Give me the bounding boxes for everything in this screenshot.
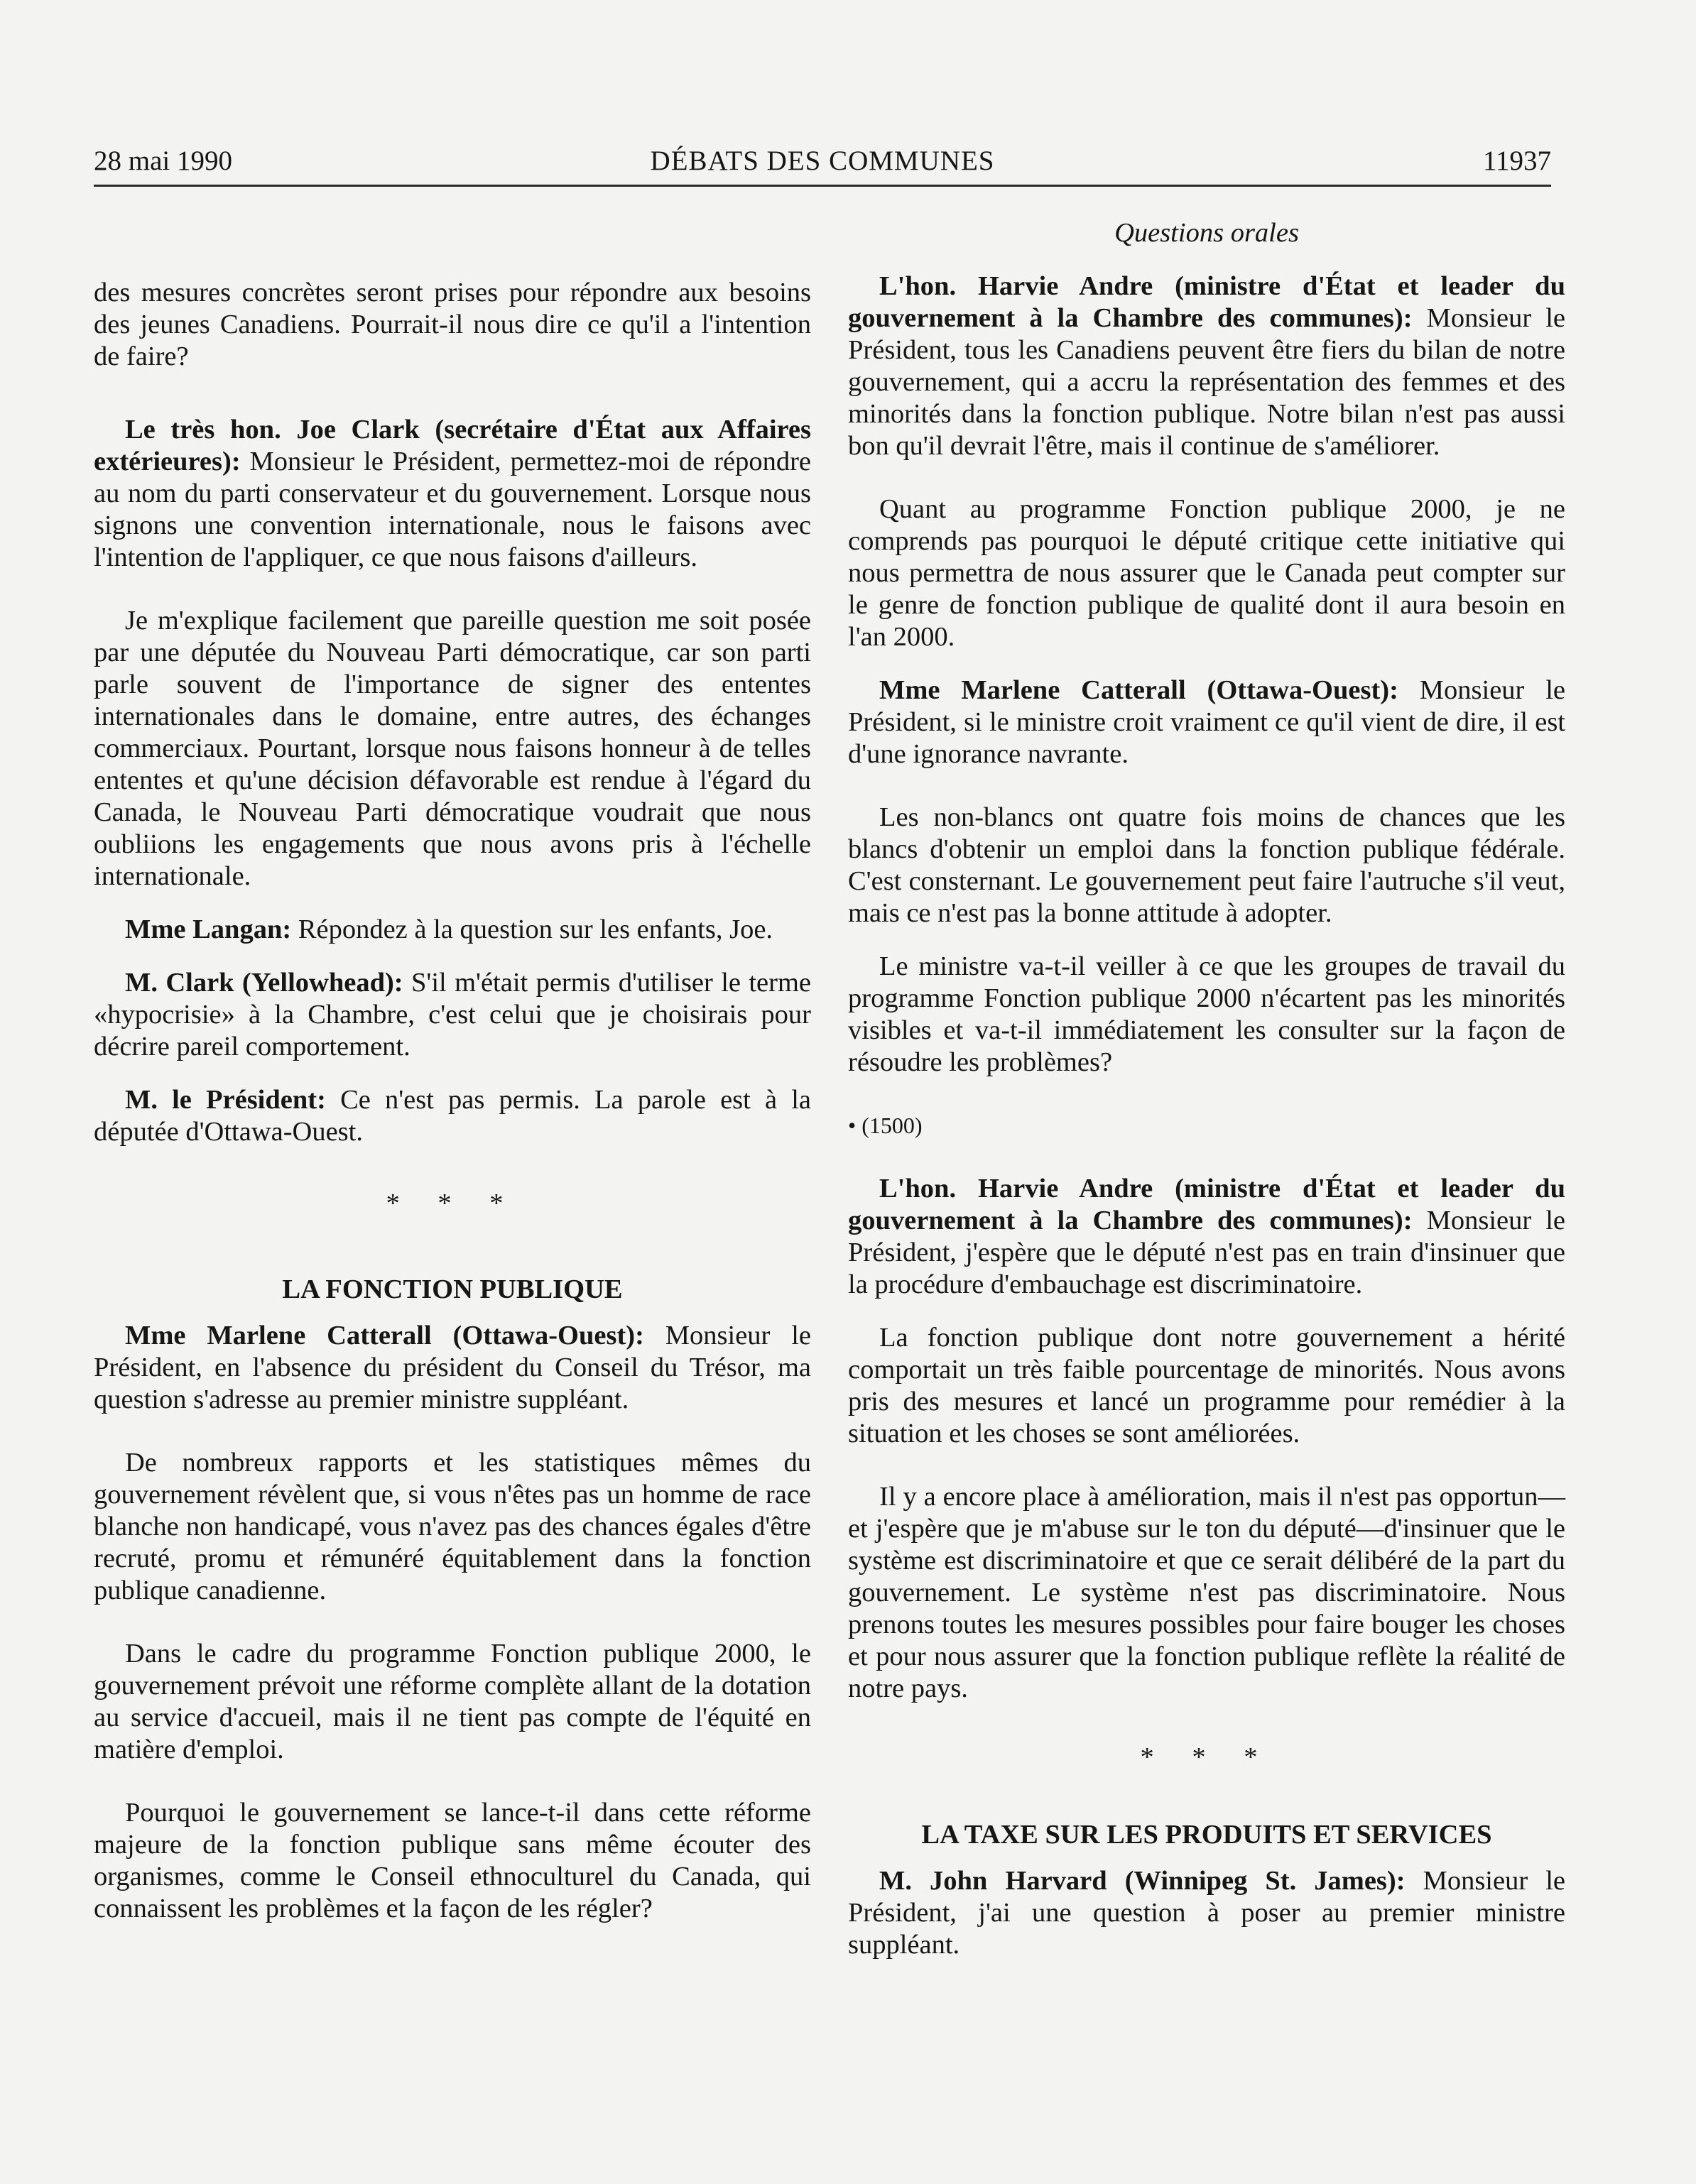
header-date: 28 mai 1990 bbox=[94, 146, 232, 176]
paragraph bbox=[94, 967, 811, 1063]
speaker-name: M. le Président: bbox=[125, 1085, 326, 1115]
section-label: Questions orales bbox=[1114, 218, 1299, 248]
speaker-name: M. John Harvard (Winnipeg St. James): bbox=[879, 1866, 1406, 1896]
section-heading: LA TAXE SUR LES PRODUITS ET SERVICES bbox=[921, 1820, 1492, 1850]
paragraph: Le ministre va-t-il veiller à ce que les groupes de travail du programme Fonction publique 2000 n'écartent pas les minorités visibles et va-t-il immédiatement les consulter sur la façon de résoudre les problèmes? bbox=[848, 951, 1565, 1077]
speaker-name: L'hon. Harvie Andre (ministre d'État et leader du gouvernement à la Chambre des communes): bbox=[848, 271, 1565, 333]
header-page-number: 11937 bbox=[1482, 146, 1551, 176]
paragraph: Quant au programme Fonction publique 2000, je ne comprends pas pourquoi le député critique cette initiative qui nous permettra de nous assurer que le Canada peut compter sur le genre de fonction publique de qualité dont il aura besoin en l'an 2000. bbox=[848, 494, 1565, 652]
speaker-name: L'hon. Harvie Andre (ministre d'État et leader du gouvernement à la Chambre des communes): bbox=[848, 1174, 1565, 1235]
section-separator: * * * bbox=[386, 1189, 519, 1218]
left-column bbox=[94, 213, 811, 1925]
section-separator: * * * bbox=[1140, 1742, 1273, 1772]
paragraph bbox=[94, 914, 811, 946]
speaker-name: Mme Marlene Catterall (Ottawa-Ouest): bbox=[879, 675, 1398, 705]
paragraph bbox=[848, 1173, 1565, 1301]
speech-text: Monsieur le Président, j'espère que le député n'est pas en train d'insinuer que la procédure d'embauchage est discriminatoire. bbox=[848, 1206, 1565, 1299]
header-title: DÉBATS DES COMMUNES bbox=[650, 146, 995, 176]
speech-text: Répondez à la question sur les enfants, Joe. bbox=[291, 914, 773, 944]
paragraph bbox=[848, 271, 1565, 462]
paragraph: La fonction publique dont notre gouvernement a hérité comportait un très faible pourcentage de minorités. Nous avons pris des mesures et lancé un programme pour remédier à la situation et les choses se sont améliorées. bbox=[848, 1323, 1565, 1448]
paragraph: Je m'explique facilement que pareille question me soit posée par une députée du Nouveau Parti démocratique, car son parti parle souvent de l'importance de signer des ententes internationales dans le domaine, entre autres, des échanges commerciaux. Pourtant, lorsque nous faisons honneur à de telles ententes et qu'une décision défavorable est rendue à l'égard du Canada, le Nouveau Parti démocratique voudrait que nous oubliions les engagements que nous avons pris à l'échelle internationale. bbox=[94, 606, 811, 891]
paragraph: Dans le cadre du programme Fonction publique 2000, le gouvernement prévoit une réforme complète allant de la dotation au service d'accueil, mais il ne tient pas compte de l'équité en matière d'emploi. bbox=[94, 1639, 811, 1764]
right-column bbox=[848, 213, 1565, 1961]
speaker-name: Mme Langan: bbox=[125, 914, 292, 944]
paragraph bbox=[848, 1865, 1565, 1961]
speech-text: Monsieur le Président, permettez-moi de répondre au nom du parti conservateur et du gouvernement. Lorsque nous signons une convention internationale, nous le faisons avec l'intention de l'appliquer, ce que nous faisons d'ailleurs. bbox=[94, 447, 811, 572]
speech-text: Monsieur le Président, si le ministre croit vraiment ce qu'il vient de dire, il est d'une ignorance navrante. bbox=[848, 675, 1566, 769]
speaker-name: Mme Marlene Catterall (Ottawa-Ouest): bbox=[125, 1321, 644, 1350]
paragraph: des mesures concrètes seront prises pour répondre aux besoins des jeunes Canadiens. Pourrait-il nous dire ce qu'il a l'intention de faire? bbox=[94, 278, 811, 371]
section-heading: LA FONCTION PUBLIQUE bbox=[282, 1274, 623, 1304]
paragraph bbox=[94, 1320, 811, 1416]
speech-text: Monsieur le Président, j'ai une question à poser au premier ministre suppléant. bbox=[848, 1866, 1565, 1960]
speaker-name: Le très hon. Joe Clark (secrétaire d'État aux Affaires extérieures): bbox=[94, 415, 811, 476]
speech-text: Ce n'est pas permis. La parole est à la députée d'Ottawa-Ouest. bbox=[94, 1085, 811, 1147]
paragraph: Les non-blancs ont quatre fois moins de chances que les blancs d'obtenir un emploi dans la fonction publique fédérale. C'est consternant. Le gouvernement peut faire l'autruche s'il veut, mais ce n'est pas la bonne attitude à adopter. bbox=[848, 802, 1565, 928]
page-header bbox=[94, 142, 1551, 187]
paragraph bbox=[94, 1084, 811, 1148]
paragraph: Il y a encore place à amélioration, mais il n'est pas opportun—et j'espère que je m'abuse sur le ton du député—d'insinuer que le système est discriminatoire et que ce serait délibéré de la part du gouvernement. Le système n'est pas discriminatoire. Nous prenons toutes les mesures possibles pour faire bouger les choses et pour nous assurer que la fonction publique reflète la réalité de notre pays. bbox=[848, 1482, 1565, 1703]
speech-text: Monsieur le Président, tous les Canadiens peuvent être fiers du bilan de notre gouvernement, qui a accru la représentation des femmes et des minorités dans la fonction publique. Notre bilan n'est pas aussi bon qu'il devrait l'être, mais il continue de s'améliorer. bbox=[848, 303, 1565, 461]
paragraph: De nombreux rapports et les statistiques mêmes du gouvernement révèlent que, si vous n'êtes pas un homme de race blanche non handicapé, vous n'avez pas des chances égales d'être recruté, promu et rémunéré équitablement dans la fonction publique canadienne. bbox=[94, 1448, 811, 1605]
speaker-name: M. Clark (Yellowhead): bbox=[125, 968, 403, 998]
speech-text: S'il m'était permis d'utiliser le terme «hypocrisie» à la Chambre, c'est celui que je choisirais pour décrire pareil comportement. bbox=[94, 968, 811, 1061]
paragraph: Pourquoi le gouvernement se lance-t-il dans cette réforme majeure de la fonction publique sans même écouter des organismes, comme le Conseil ethnoculturel du Canada, qui connaissent les problèmes et la façon de les régler? bbox=[94, 1798, 811, 1923]
speech-text: Monsieur le Président, en l'absence du président du Conseil du Trésor, ma question s'adresse au premier ministre suppléant. bbox=[94, 1321, 812, 1414]
paragraph bbox=[94, 414, 811, 574]
paragraph bbox=[848, 675, 1565, 770]
time-marker: • (1500) bbox=[848, 1113, 923, 1138]
